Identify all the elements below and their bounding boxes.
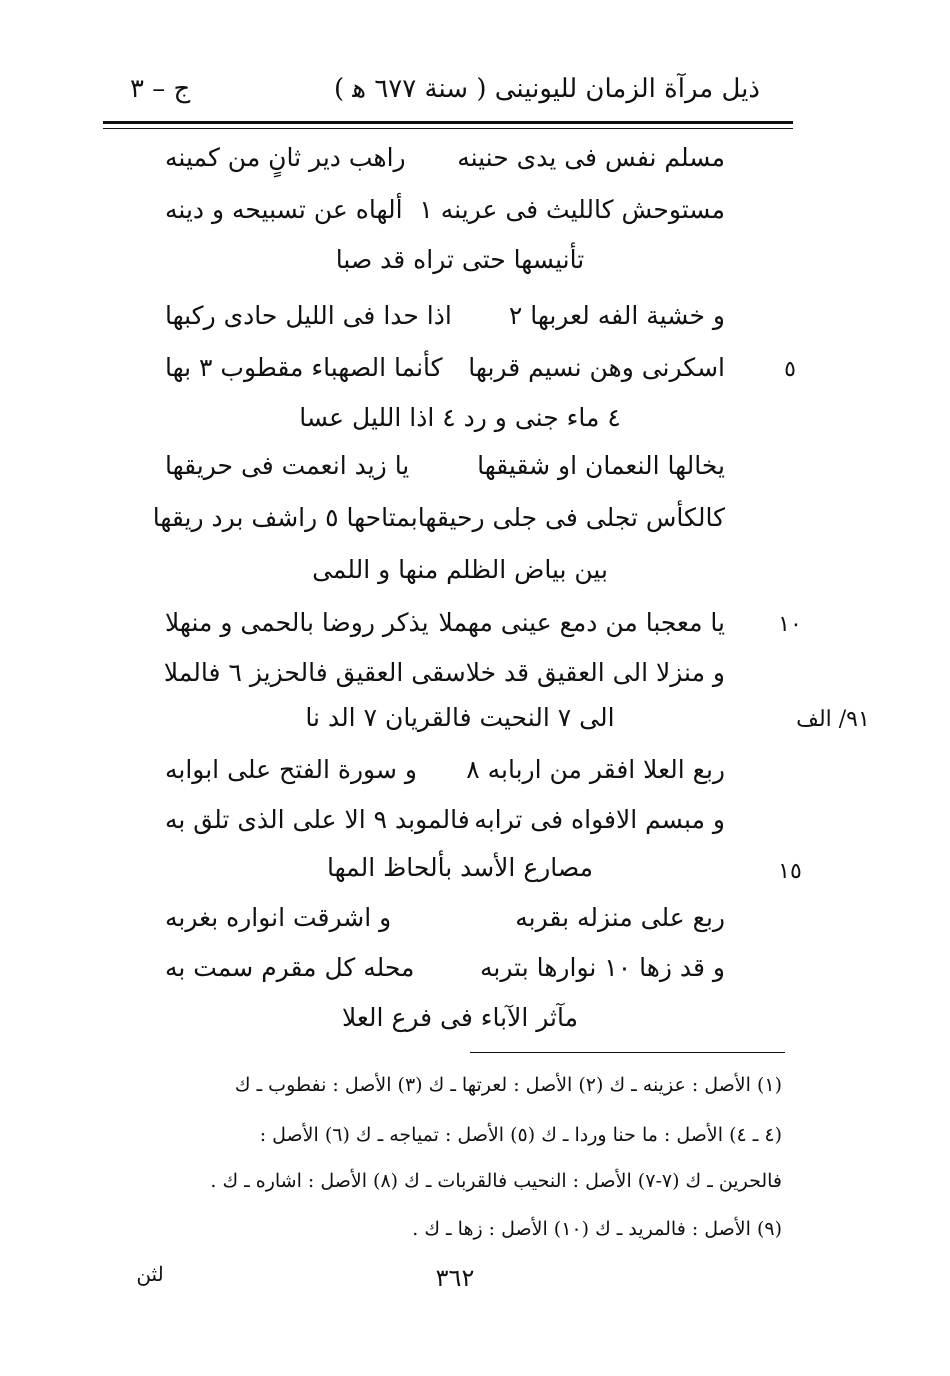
header-volume: ج – ٣ bbox=[130, 74, 191, 104]
verse-hemistich-first: مسلم نفس فى يدى حنينه bbox=[457, 143, 725, 172]
folio-marker: ٩١/ الف bbox=[796, 707, 870, 732]
footnote-line: (٤ ـ ٤) الأصل : ما حنا ورد‌ا ـ ك (٥) الأصل : تمياجه ـ ك (٦) الأصل : bbox=[259, 1124, 782, 1146]
header-rule-thin bbox=[103, 128, 793, 129]
verse-line bbox=[165, 296, 725, 336]
verse-hemistich-first: و مبسم الافواه فى ترابه bbox=[474, 805, 725, 834]
line-number-5: ٥ bbox=[784, 357, 796, 382]
verse-hemistich-first: مستوحش كالليث فى عرينه ١ bbox=[419, 195, 725, 224]
verse-hemistich-second: يذكر روضا بالحمى و منهلا bbox=[165, 608, 429, 637]
verse-hemistich-first: اسكرنى وهن نسيم قربها bbox=[468, 353, 725, 382]
verse-line bbox=[165, 138, 725, 178]
verse-refrain: الى ٧ النحيت فالقريان ٧ الد نا bbox=[305, 703, 615, 732]
verse-line bbox=[152, 498, 725, 538]
footnote-line: (٩) الأصل : فالمريد ـ ك (١٠) الأصل : زها ـ ك . bbox=[412, 1218, 782, 1240]
verse-hemistich-first: و منزلا الى العقيق قد خلا bbox=[465, 658, 725, 687]
verse-line bbox=[165, 800, 725, 840]
verse-hemistich-first: ربع العلا افقر من اربابه ٨ bbox=[466, 755, 725, 784]
verse-line bbox=[165, 948, 725, 988]
verse-hemistich-first: يخالها النعمان او شقيقها bbox=[477, 451, 725, 480]
verse-hemistich-second: محله كل مقرم سمت به bbox=[165, 953, 415, 982]
verse-hemistich-second: راهب دير ثانٍ من كمينه bbox=[165, 143, 406, 172]
verse-refrain: مآثر الآباء فى فرع العلا bbox=[341, 1003, 579, 1032]
line-number-10: ١٠ bbox=[778, 612, 802, 637]
verse-hemistich-second: سقى العقيق فالحزيز ٦ فالملا bbox=[163, 658, 466, 687]
line-number-15: ١٥ bbox=[778, 859, 802, 884]
verse-hemistich-second: كأنما الصهباء مقطوب ٣ بها bbox=[165, 353, 443, 382]
printer-signature: لثن bbox=[136, 1262, 164, 1286]
running-header bbox=[100, 66, 790, 116]
verse-hemistich-first: و قد زها ١٠ نوارها بتربه bbox=[480, 953, 725, 982]
verse-hemistich-first: يا معجبا من دمع عينى مهملا bbox=[438, 608, 725, 637]
verse-line bbox=[165, 653, 725, 693]
verse-hemistich-first: كالكأس تجلى فى جلى رحيقها bbox=[417, 503, 725, 532]
verse-hemistich-first: و خشية الفه لعربها ٢ bbox=[508, 301, 725, 330]
verse-refrain: تأنيسها حتى تراه قد صبا bbox=[335, 245, 585, 274]
verse-refrain: مصارع الأسد بألحاظ المها bbox=[326, 853, 593, 882]
verse-line bbox=[165, 190, 725, 230]
verse-line bbox=[165, 898, 725, 938]
verse-hemistich-first: ربع على منزله بقربه bbox=[515, 903, 725, 932]
verse-hemistich-second: اذا حدا فى الليل حادى ركبها bbox=[165, 301, 452, 330]
footnote-rule bbox=[470, 1052, 785, 1053]
verse-line bbox=[165, 348, 725, 388]
verse-hemistich-second: بمتاحها ٥ راشف برد ريقها bbox=[152, 503, 418, 532]
verse-hemistich-second: يا زيد انعمت فى حريقها bbox=[165, 451, 410, 480]
verse-line bbox=[165, 446, 725, 486]
verse-hemistich-second: فالموبد ٩ الا على الذى تلق به bbox=[165, 805, 470, 834]
verse-hemistich-second: و سورة الفتح على ابوابه bbox=[165, 755, 417, 784]
footnote-line: فالحرين ـ ك (٧-٧) الأصل : النحيب فالقربات ـ ك (٨) الأصل : اشاره ـ ك . bbox=[210, 1170, 782, 1192]
verse-line bbox=[165, 750, 725, 790]
verse-refrain: بين بياض الظلم منها و اللمى bbox=[312, 555, 608, 584]
verse-hemistich-second: و اشرقت انواره بغربه bbox=[165, 903, 392, 932]
header-title: ذيل مرآة الزمان لليونينى ( سنة ٦٧٧ ﻫ ) bbox=[333, 74, 760, 104]
verse-hemistich-second: ألهاه عن تسبيحه و دينه bbox=[165, 195, 403, 224]
header-rule-thick bbox=[103, 121, 793, 124]
page-number: ٣٦٢ bbox=[435, 1264, 475, 1292]
verse-refrain: ٤ ماء جنى و رد ٤ اذا الليل عسا bbox=[299, 403, 621, 432]
footnote-line: (١) الأصل : عزينه ـ ك (٢) الأصل : لعرتها ـ ك (٣) الأصل : نفطوب ـ ك bbox=[234, 1074, 782, 1096]
verse-line bbox=[165, 603, 725, 643]
